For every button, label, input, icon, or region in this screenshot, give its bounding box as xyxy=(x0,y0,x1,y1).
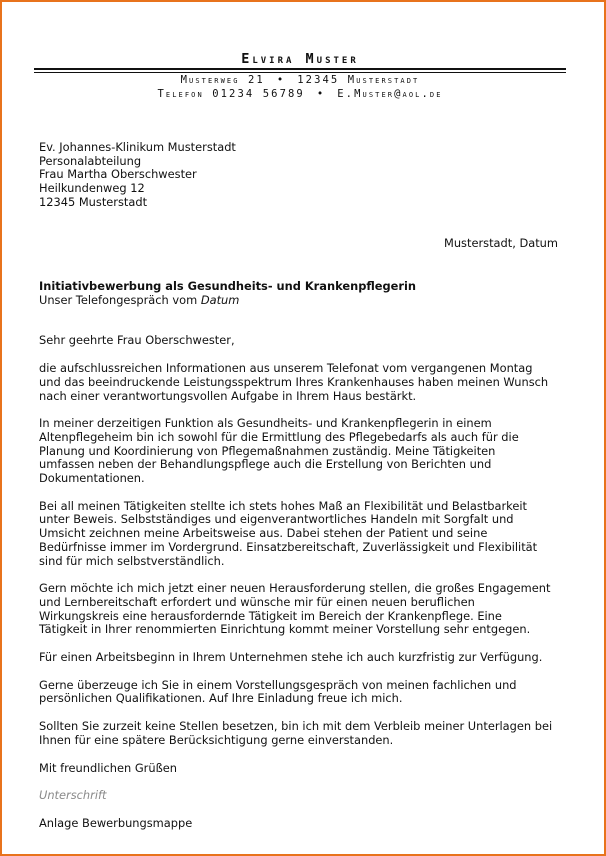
closing: Mit freundlichen Grüßen xyxy=(39,760,177,775)
body-line: Wirkungskreis eine herausfordernde Tätigkeit im Bereich der Krankenpflege. Eine xyxy=(39,608,502,623)
sender-contact-line xyxy=(34,88,566,102)
attachment-note: Anlage Bewerbungsmappe xyxy=(39,815,193,830)
salutation: Sehr geehrte Frau Oberschwester, xyxy=(39,333,235,348)
body-line: Ihnen für eine spätere Berücksichtigung gerne einverstanden. xyxy=(39,732,394,747)
body-line: Sollten Sie zurzeit keine Stellen besetzen, bin ich mit dem Verbleib meiner Unterlagen bei xyxy=(39,719,553,734)
recipient-line: Heilkundenweg 12 xyxy=(39,181,145,196)
sender-street: Musterweg 21 xyxy=(180,74,265,86)
paragraph-3 xyxy=(39,500,559,569)
body-line: und Lernbereitschaft erfordert und wünsche mir für einen neuen beruflichen xyxy=(39,594,475,609)
body-line: nach einer verantwortungsvollen Aufgabe in Ihrem Haus bestärkt. xyxy=(39,388,417,403)
paragraph-7 xyxy=(39,720,559,747)
paragraph-4 xyxy=(39,582,559,637)
body-line: Bei all meinen Tätigkeiten stellte ich stets hohes Maß an Flexibilität und Belastbarkeit xyxy=(39,498,528,513)
recipient-line: Frau Martha Oberschwester xyxy=(39,167,197,182)
recipient-line: Personalabteilung xyxy=(39,153,142,168)
letter-body xyxy=(39,280,559,831)
body-line: umfassen neben der Behandlungspflege auch die Erstellung von Berichten und xyxy=(39,457,492,472)
header-rule-thin xyxy=(34,72,566,73)
paragraph-2 xyxy=(39,417,559,486)
body-line: Gern möchte ich mich jetzt einer neuen Herausforderung stellen, die großes Engagement xyxy=(39,581,551,596)
sender-name: Elvira Muster xyxy=(241,51,359,67)
body-line: Bedürfnisse immer im Vordergrund. Einsatzbereitschaft, Zuverlässigkeit und Flexibilität xyxy=(39,539,538,554)
body-line: Dokumentationen. xyxy=(39,471,145,486)
body-line: Umsicht zeichnen meine Arbeitsweise aus. Dabei stehen der Patient und seine xyxy=(39,526,488,541)
body-line: und das beeindruckende Leistungsspektrum Ihres Krankenhauses haben meinen Wunsch xyxy=(39,374,549,389)
sender-address-line xyxy=(34,74,566,88)
sender-city: 12345 Musterstadt xyxy=(297,74,420,86)
body-line: Planung und Koordinierung von Pflegemaßnahmen zuständig. Meine Tätigkeiten xyxy=(39,443,496,458)
body-line: In meiner derzeitigen Funktion als Gesundheits- und Krankenpflegerin in einem xyxy=(39,416,492,431)
body-line: die aufschlussreichen Informationen aus unserem Telefonat vom vergangenen Montag xyxy=(39,361,533,376)
paragraph-6 xyxy=(39,679,559,706)
paragraph-5 xyxy=(39,651,559,665)
body-line: Altenpflegeheim bin ich sowohl für die Ermittlung des Pflegebedarfs als auch für die xyxy=(39,429,519,444)
signature-placeholder: Unterschrift xyxy=(39,788,107,803)
reference-prefix: Unser Telefongespräch vom xyxy=(39,292,201,307)
paragraph-1 xyxy=(39,362,559,403)
body-line: persönlichen Qualifikationen. Auf Ihre Einladung freue ich mich. xyxy=(39,691,403,706)
subject-reference xyxy=(39,294,559,308)
recipient-address xyxy=(39,141,559,210)
body-line: sind für mich selbstverständlich. xyxy=(39,553,225,568)
letterhead xyxy=(34,50,566,101)
body-line: Für einen Arbeitsbeginn in Ihrem Unternehmen stehe ich auch kurzfristig zur Verfügung. xyxy=(39,650,543,665)
reference-date: Datum xyxy=(200,292,240,307)
separator-dot: • xyxy=(276,74,286,86)
letter-date: Musterstadt, Datum xyxy=(444,236,558,250)
body-line: Tätigkeit in Ihrer renommierten Einrichtung kommt meiner Vorstellung sehr entgegen. xyxy=(39,622,531,637)
body-line: unter Beweis. Selbstständiges und eigenverantwortliches Handeln mit Sorgfalt und xyxy=(39,512,514,527)
sender-phone: Telefon 01234 56789 xyxy=(157,87,305,100)
sender-email: E.Muster@aol.de xyxy=(337,87,443,100)
recipient-line: Ev. Johannes-Klinikum Musterstadt xyxy=(39,140,236,154)
body-line: Gerne überzeuge ich Sie in einem Vorstellungsgespräch von meinen fachlichen und xyxy=(39,677,517,692)
subject-line: Initiativbewerbung als Gesundheits- und Krankenpflegerin xyxy=(39,279,417,293)
recipient-line: 12345 Musterstadt xyxy=(39,194,148,209)
separator-dot: • xyxy=(316,87,326,100)
header-rule-thick xyxy=(34,68,566,70)
